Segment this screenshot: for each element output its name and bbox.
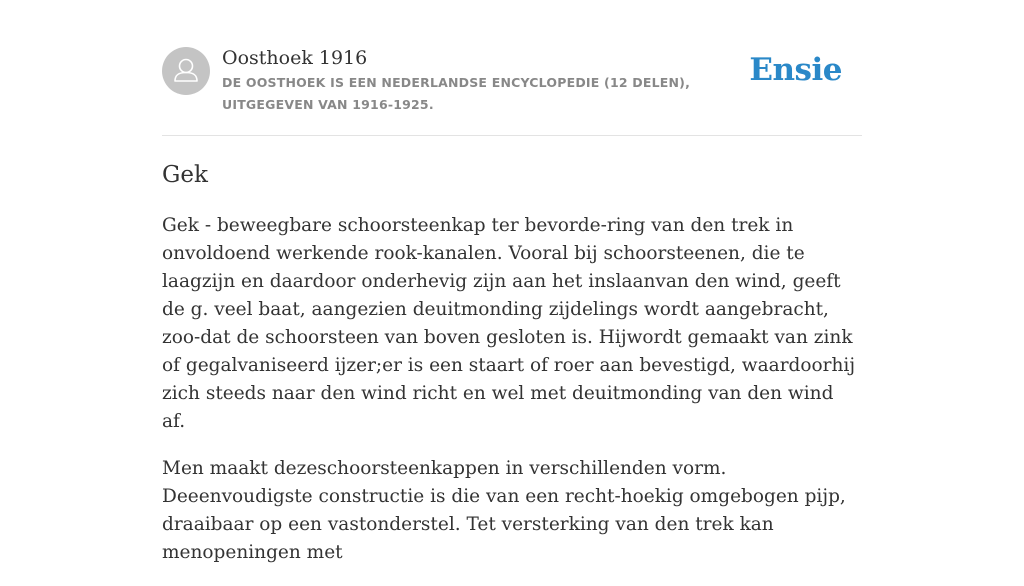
source-title[interactable]: Oosthoek 1916 xyxy=(222,47,368,69)
article-paragraph: Gek - beweegbare schoorsteenkap ter bevorde-ring van den trek in onvoldoend werkende rook-kanalen. Vooral bij schoorsteenen, die te laagzijn en daardoor onderhevig zijn aan het inslaanvan den wind, geeft de g. veel baat, aangezien deuitmonding zijdelings wordt aangebracht, zoo-dat de schoorsteen van boven gesloten is. Hijwordt gemaakt van zink of gegalvaniseerd ijzer;er is een staart of roer aan bevestigd, waardoorhij zich steeds naar den wind richt en wel met deuitmonding van den wind af. xyxy=(162,215,856,432)
article-paragraph: Men maakt dezeschoorsteenkappen in verschillenden vorm. Deeenvoudigste constructie is die van een recht-hoekig omgebogen pijp, draaibaar op een vastonderstel. Tet versterking van den trek kan menopeningen met xyxy=(162,458,846,563)
avatar[interactable] xyxy=(162,47,210,95)
page-title: Gek xyxy=(162,162,208,188)
divider xyxy=(162,135,862,136)
source-header xyxy=(162,44,862,116)
source-description: DE OOSTHOEK IS EEN NEDERLANDSE ENCYCLOPEDIE (12 DELEN), UITGEGEVEN VAN 1916-1925. xyxy=(222,75,691,112)
user-icon xyxy=(162,47,210,95)
article-body xyxy=(162,212,862,586)
brand-logo[interactable]: Ensie xyxy=(749,52,842,88)
